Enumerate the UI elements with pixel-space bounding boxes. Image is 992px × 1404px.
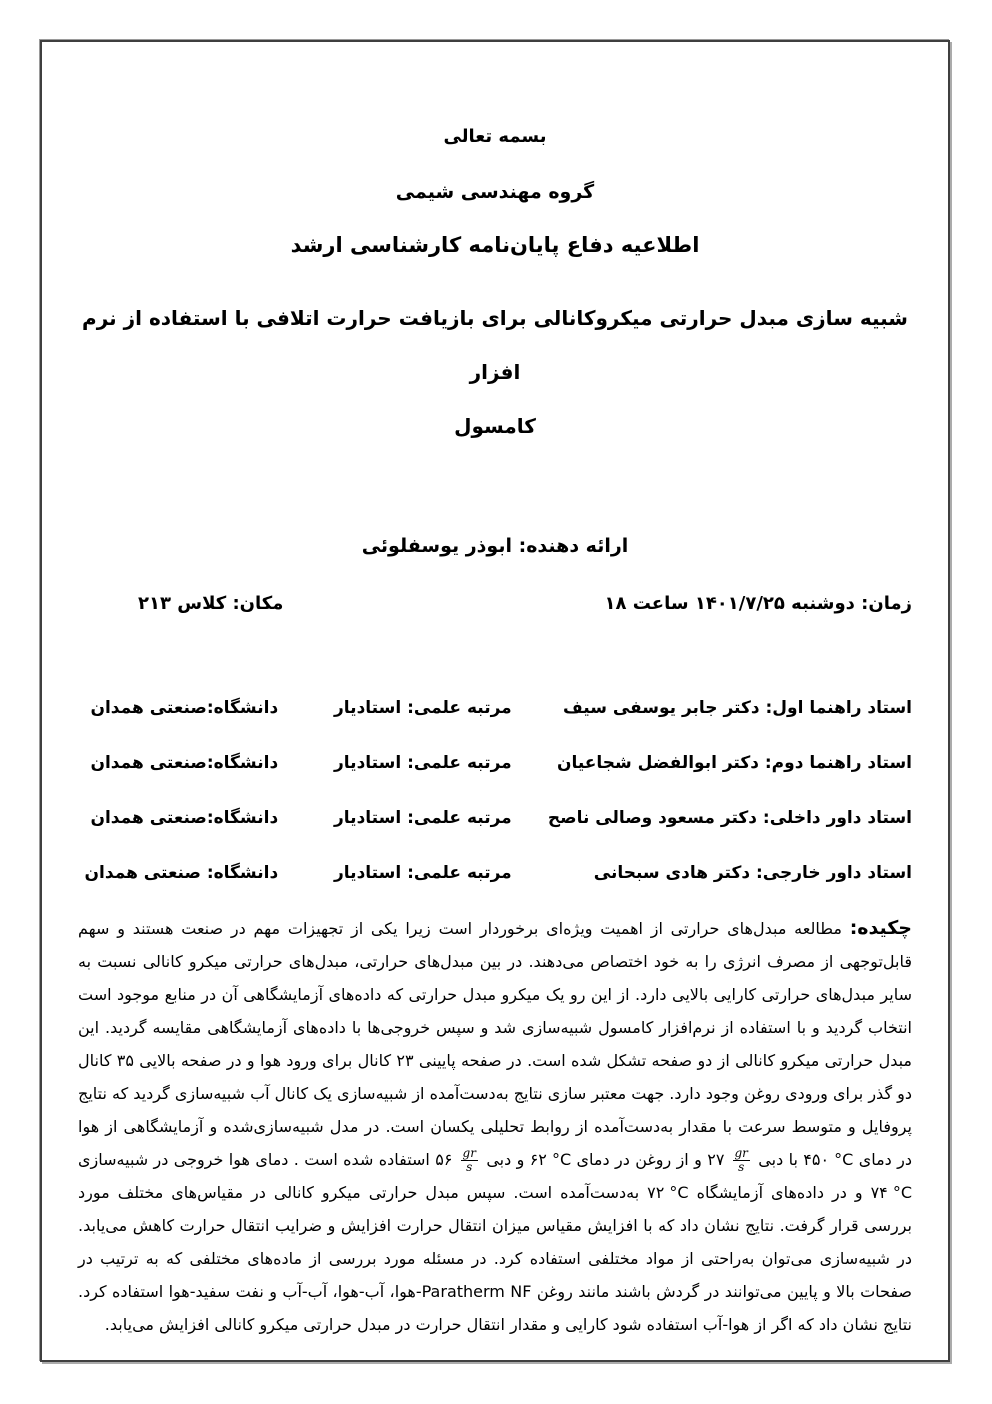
member-university: دانشگاه:صنعتی همدان <box>90 753 279 773</box>
flowrate-value-with-fraction: ۲۷ $\frac{gr}{s}$ <box>707 1146 748 1174</box>
member-rank: مرتبه علمی: استادیار <box>334 808 512 828</box>
committee-row <box>78 802 912 834</box>
session-location: مکان: کلاس ۲۱۳ <box>138 593 284 614</box>
member-university: دانشگاه:صنعتی همدان <box>90 698 279 718</box>
session-info-row <box>78 593 912 614</box>
member-rank: مرتبه علمی: استادیار <box>334 863 512 883</box>
member-role-name: استاد راهنما دوم: دکتر ابوالفضل شجاعیان <box>556 753 912 773</box>
abstract-label: چکیده: <box>849 917 912 939</box>
thesis-title <box>78 291 912 453</box>
gr-per-s-fraction: $\frac{gr}{s}$ <box>734 1146 748 1174</box>
presenter-line: ارائه دهنده: ابوذر یوسفلوئی <box>361 535 629 557</box>
abstract-paragraph <box>78 912 912 1341</box>
flowrate-value-with-fraction: ۵۶ $\frac{gr}{s}$ <box>435 1146 476 1174</box>
member-role-name: استاد داور خارجی: دکتر هادی سبحانی <box>593 863 912 883</box>
committee-row <box>78 692 912 724</box>
gr-per-s-fraction: $\frac{gr}{s}$ <box>462 1146 476 1174</box>
committee-row <box>78 857 912 889</box>
thesis-title-line2: کامسول <box>454 414 536 438</box>
member-role-name: استاد داور داخلی: دکتر مسعود وصالی ناصح <box>547 808 912 828</box>
temperature-unit-value: ۴۵۰ °C <box>803 1150 854 1169</box>
defense-announcement-title: اطلاعیه دفاع پایان‌نامه کارشناسی ارشد <box>290 233 700 257</box>
thesis-title-line1: شبیه سازی مبدل حرارتی میکروکانالی برای بازیافت حرارت اتلافی با استفاده از نرم افزار <box>82 306 908 384</box>
department-title: گروه مهندسی شیمی <box>395 181 595 203</box>
committee-row <box>78 747 912 779</box>
temperature-unit-value: ۷۴ °C <box>870 1183 913 1202</box>
abstract-body-text: مطالعه مبدل‌های حرارتی از اهمیت ویژه‌ای برخوردار است زیرا یکی از تجهیزات مهم در صنعت هستند و سهم قابل‌توجهی از مصرف انرژی را به خود اختصاص می‌دهند. در بین مبدل‌های حرارتی، مبدل‌های حرارتی میکرو کانالی نسبت به سایر مبدل‌های حرارتی کارایی بالایی دارد. از این رو یک میکرو مبدل حرارتی که داده‌های آزمایشگاهی آن در منابع موجود است انتخاب گردید و با استفاده از نرم‌افزار کامسول شبیه‌سازی شد و سپس خروجی‌ها با داده‌های آزمایشگاهی مقایسه گردید. این مبدل حرارتی میکرو کانالی از دو صفحه تشکل شده است. در صفحه پایینی ۲۳ کانال برای ورود هوا و در صفحه بالایی ۳۵ کانال دو گذر برای ورودی روغن وجود دارد. جهت معتبر سازی نتایج به‌دست‌آمده از شبیه‌سازی یک کانال آب شبیه‌سازی گردید که نتایج پروفایل و متوسط سرعت با مقدار به‌دست‌آمده از روابط تحلیلی یکسان است. در مدل شبیه‌سازی‌شده و آزمایشگاهی از هوا در دمای ۴۵۰ °C با دبی ۲۷ $\frac{gr}{s}$ و از روغن در دمای ۶۲ °C و دبی ۵۶ $\frac{gr}{s}$ استفاده شده است . دمای هوا خروجی در شبیه‌سازی ۷۴ °C و در داده‌های آزمایشگاه ۷۲ °C به‌دست‌آمده است. سپس مبدل حرارتی میکرو کانالی در مقیاس‌های مختلف مورد بررسی قرار گرفت. نتایج نشان داد که با افزایش مقیاس میزان انتقال حرارت افزایش و ضرایب انتقال حرارت کاهش می‌یابد. در شبیه‌سازی می‌توان به‌راحتی از مواد مختلفی استفاده کرد. در مسئله مورد بررسی از ماده‌های مختلفی که به ترتیب در صفحات بالا و پایین می‌توانند در گردش باشند مانند روغن Paratherm NF-هوا، آب-هوا، آب-آب و نفت سفید-هوا استفاده کرد. نتایج نشان داد که اگر از هوا-آب استفاده شود کارایی و مقدار انتقال حرارت در مبدل حرارتی میکرو کانالی افزایش می‌یابد. <box>78 919 913 1334</box>
member-rank: مرتبه علمی: استادیار <box>334 753 512 773</box>
member-university: دانشگاه: صنعتی همدان <box>84 863 279 883</box>
page-frame <box>40 40 950 1362</box>
temperature-unit-value: ۷۲ °C <box>647 1183 689 1202</box>
temperature-unit-value: ۶۲ °C <box>529 1150 572 1169</box>
member-rank: مرتبه علمی: استادیار <box>334 698 512 718</box>
besmele-text: بسمه تعالی <box>443 126 547 147</box>
committee-table <box>78 692 912 889</box>
member-university: دانشگاه:صنعتی همدان <box>90 808 279 828</box>
member-role-name: استاد راهنما اول: دکتر جابر یوسفی سیف <box>563 698 912 718</box>
session-time: زمان: دوشنبه ۱۴۰۱/۷/۲۵ ساعت ۱۸ <box>604 593 912 614</box>
